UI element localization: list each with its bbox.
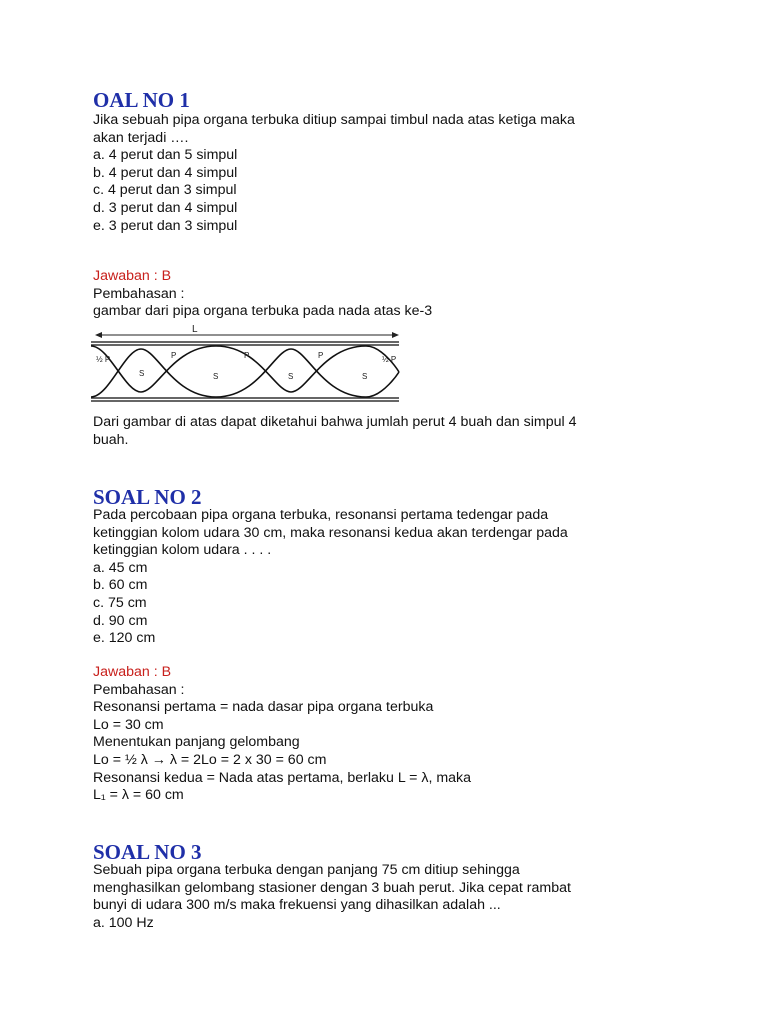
question-1-heading: OAL NO 1 xyxy=(93,88,190,112)
antinode-label: P xyxy=(244,351,250,360)
node-label: S xyxy=(139,369,145,378)
question-3-heading: SOAL NO 3 xyxy=(93,840,202,864)
question-3-option-a: a. 100 Hz xyxy=(93,914,154,931)
question-1-answer: Jawaban : B xyxy=(93,268,172,284)
end-antinode-label-right: ½ P xyxy=(382,355,397,364)
question-2-option-e: e. 120 cm xyxy=(93,630,156,647)
question-3-body xyxy=(93,862,693,932)
question-1-text-line: Jika sebuah pipa organa terbuka ditiup sampai timbul nada atas ketiga maka xyxy=(93,112,575,128)
question-2-text-line: Pada percobaan pipa organa terbuka, resonansi pertama tedengar pada xyxy=(93,507,549,523)
end-antinode-label-left: ½ P xyxy=(96,355,111,364)
question-1-option-a: a. 4 perut dan 5 simpul xyxy=(93,147,238,164)
question-2-option-d: d. 90 cm xyxy=(93,612,148,629)
question-2-answer: Jawaban : B xyxy=(93,664,172,680)
question-2-discussion-line: Pembahasan : xyxy=(93,681,185,698)
antinode-label: P xyxy=(171,351,177,360)
question-2-heading: SOAL NO 2 xyxy=(93,485,202,509)
question-2-option-a: a. 45 cm xyxy=(93,559,148,576)
question-1-body xyxy=(93,112,693,235)
standing-wave-figure xyxy=(91,322,403,402)
question-2-discussion-line: Resonansi kedua = Nada atas pertama, berlaku L = λ, maka xyxy=(93,769,472,786)
question-2-option-b: b. 60 cm xyxy=(93,577,148,594)
question-1-option-d: d. 3 perut dan 4 simpul xyxy=(93,199,238,216)
node-label: S xyxy=(213,372,219,381)
antinode-label: P xyxy=(318,351,324,360)
node-label: S xyxy=(362,372,368,381)
question-2-discussion-line: L₁ = λ = 60 cm xyxy=(93,787,184,804)
node-label: S xyxy=(288,372,294,381)
question-2-discussion-line: Resonansi pertama = nada dasar pipa organa terbuka xyxy=(93,699,434,716)
question-1-option-b: b. 4 perut dan 4 simpul xyxy=(93,164,238,181)
question-1-option-e: e. 3 perut dan 3 simpul xyxy=(93,217,238,234)
question-1-option-c: c. 4 perut dan 3 simpul xyxy=(93,182,237,199)
question-2-discussion-line: Lo = 30 cm xyxy=(93,716,164,733)
question-2-option-c: c. 75 cm xyxy=(93,594,147,611)
question-2-discussion-line: Menentukan panjang gelombang xyxy=(93,734,300,751)
length-arrow-right-head xyxy=(392,332,399,338)
question-3-text-line: bunyi di udara 300 m/s maka frekuensi yang dihasilkan adalah ... xyxy=(93,897,501,914)
question-1-text-line: akan terjadi …. xyxy=(93,129,189,146)
question-3-text-line: menghasilkan gelombang stasioner dengan 3 buah perut. Jika cepat rambat xyxy=(93,879,571,896)
question-1-answer-block xyxy=(93,268,693,321)
length-arrow-left-head xyxy=(95,332,102,338)
question-1-conclusion-line: Dari gambar di atas dapat diketahui bahwa jumlah perut 4 buah dan simpul 4 xyxy=(93,414,577,430)
question-2-text-line: ketinggian kolom udara 30 cm, maka resonansi kedua akan terdengar pada xyxy=(93,524,568,541)
question-3-text-line: Sebuah pipa organa terbuka dengan panjang 75 cm ditiup sehingga xyxy=(93,862,520,878)
question-2-answer-block xyxy=(93,664,693,805)
question-1-conclusion xyxy=(93,414,693,449)
question-2-text-line: ketinggian kolom udara . . . . xyxy=(93,542,272,559)
question-1-discussion-line: Pembahasan : xyxy=(93,285,185,302)
question-2-discussion-line: Lo = ½ λ → λ = 2Lo = 2 x 30 = 60 cm xyxy=(93,751,327,768)
length-label: L xyxy=(192,324,198,335)
question-1-discussion-line: gambar dari pipa organa terbuka pada nada atas ke-3 xyxy=(93,303,433,320)
question-2-body xyxy=(93,507,693,648)
question-1-conclusion-line: buah. xyxy=(93,431,129,448)
